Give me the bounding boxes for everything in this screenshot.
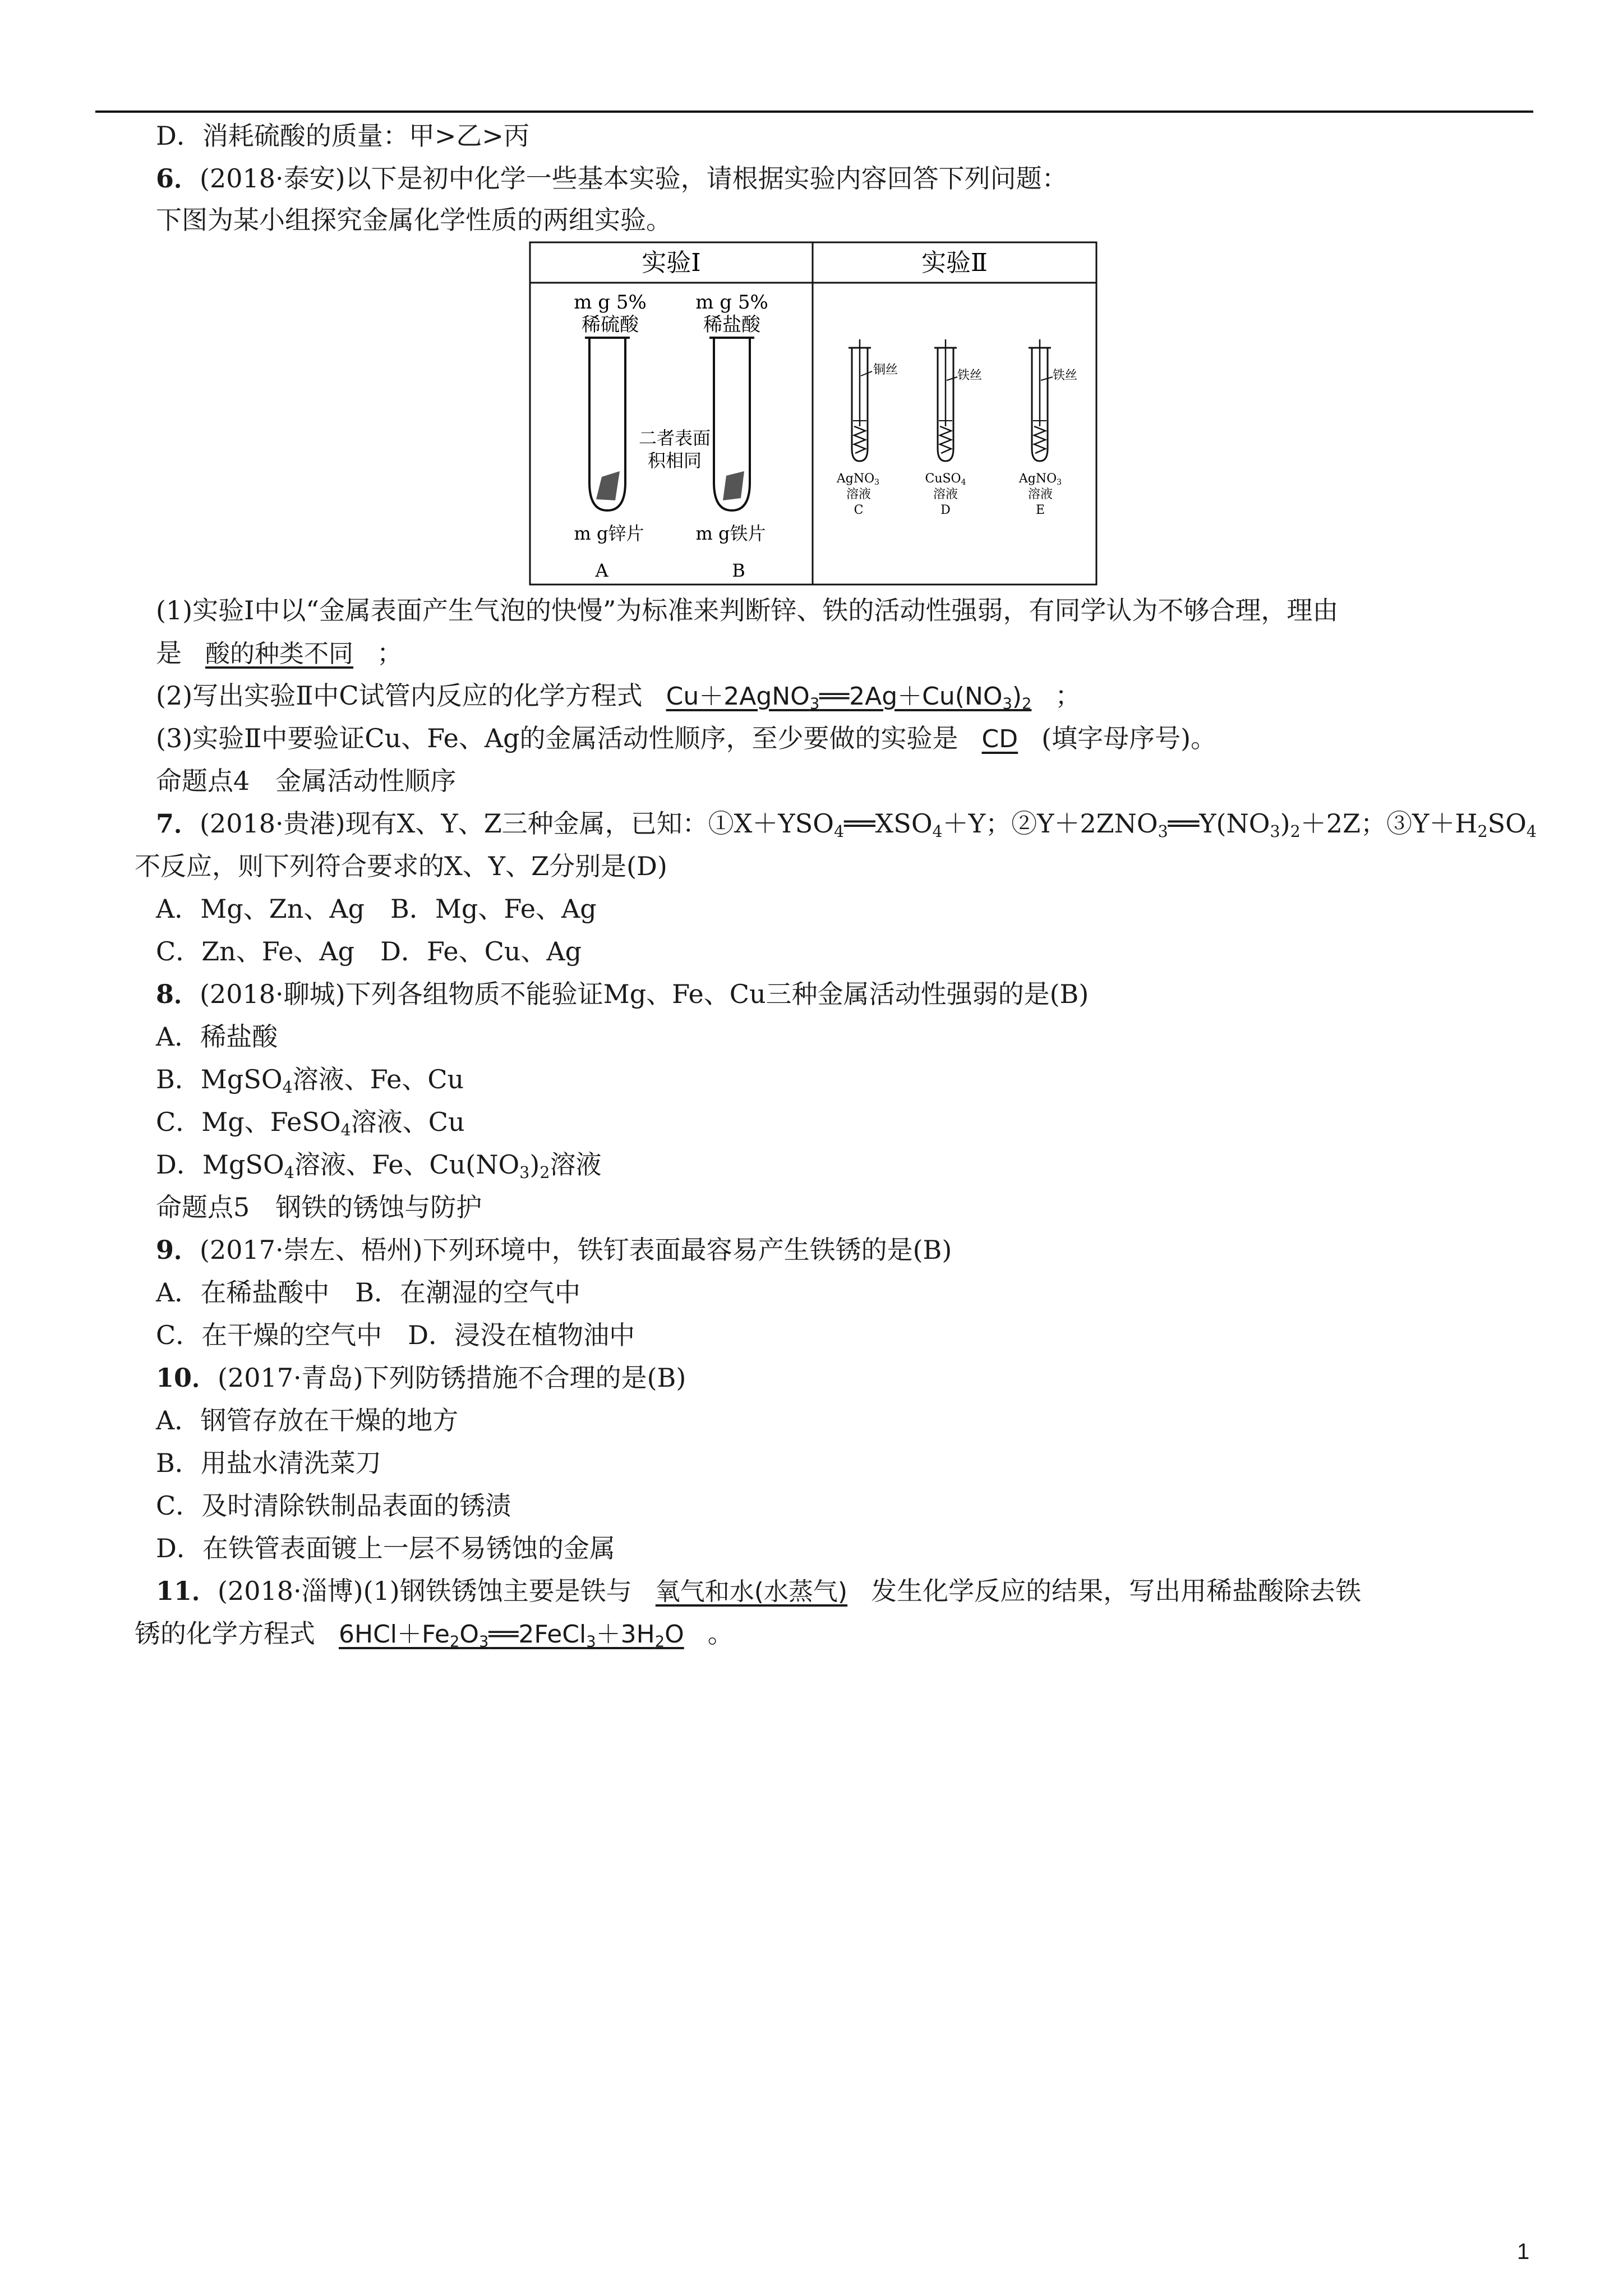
tube-c-wire: 铜丝 xyxy=(873,363,898,377)
q8-option-c: C．Mg、FeSO$_4$溶液、Cu xyxy=(156,1107,465,1139)
tube-d-solution: CuSO4 xyxy=(925,472,966,487)
tube-a xyxy=(585,338,630,510)
q9-stem: 9．(2017·崇左、梧州)下列环境中，铁钉表面最容易产生铁锈的是(B) xyxy=(156,1235,952,1265)
tube-c xyxy=(849,339,871,461)
tube-d-solution-word: 溶液 xyxy=(933,487,958,501)
tube-b-acid-amount: m g 5% xyxy=(695,291,768,314)
tube-d-label: D xyxy=(940,503,951,517)
tube-e xyxy=(1029,339,1051,461)
tube-e-wire: 铁丝 xyxy=(1053,369,1078,383)
tube-a-label: A xyxy=(595,560,608,581)
q5-option-d: D．消耗硫酸的质量：甲>乙>丙 xyxy=(156,121,529,151)
q6-part3: (3)实验Ⅱ中要验证Cu、Fe、Ag的金属活动性顺序，至少要做的实验是 CD (填字母序号)。 xyxy=(156,721,1216,756)
tube-b-metal: m g铁片 xyxy=(695,523,766,544)
q10-option-d: D．在铁管表面镀上一层不易锈蚀的金属 xyxy=(156,1533,615,1563)
q8-stem: 8．(2018·聊城)下列各组物质不能验证Mg、Fe、Cu三种金属活动性强弱的是(B) xyxy=(156,979,1089,1009)
q6-stem: 6．(2018·泰安)以下是初中化学一些基本实验，请根据实验内容回答下列问题： xyxy=(156,163,1068,194)
tube-d xyxy=(934,339,957,461)
q11-answer-1: 氧气和水(水蒸气) xyxy=(655,1577,848,1606)
topic-4-heading: 命题点4 金属活动性顺序 xyxy=(156,766,457,796)
tube-a-metal: m g锌片 xyxy=(574,523,644,544)
tube-d-wire: 铁丝 xyxy=(957,369,983,383)
q6-part2: (2)写出实验Ⅱ中C试管内反应的化学方程式 $Cu+2AgNO_3══2Ag+Cu(NO_3)_2$ ； xyxy=(156,680,1081,713)
q8-option-a: A．稀盐酸 xyxy=(156,1022,278,1052)
q10-stem: 10．(2017·青岛)下列防锈措施不合理的是(B) xyxy=(156,1363,686,1393)
q6-part3-answer: CD xyxy=(981,725,1018,753)
q7-stem-line2: 不反应，则下列符合要求的X、Y、Z分别是(D) xyxy=(135,851,667,881)
q11-stem: 11．(2018·淄博)(1)钢铁锈蚀主要是铁与 氧气和水(水蒸气) 发生化学反应的结果，写出用稀盐酸除去铁 xyxy=(156,1574,1361,1609)
q6-intro: 下图为某小组探究金属化学性质的两组实验。 xyxy=(156,205,672,235)
tube-a-acid-name: 稀硫酸 xyxy=(582,314,639,336)
zinc-strip xyxy=(596,471,620,500)
header-rule xyxy=(95,111,1533,113)
tube-a-acid-amount: m g 5% xyxy=(574,291,647,314)
q7-options-cd: C．Zn、Fe、Ag D．Fe、Cu、Ag xyxy=(156,936,582,967)
tube-b-acid-name: 稀盐酸 xyxy=(703,314,760,336)
exp1-title: 实验Ⅰ xyxy=(642,249,701,277)
q6-part1-answer: 酸的种类不同 xyxy=(205,639,353,668)
q6-part1-line1: (1)实验Ⅰ中以“金属表面产生气泡的快慢”为标准来判断锌、铁的活动性强弱，有同学认为不够合理，理由 xyxy=(156,595,1339,625)
q7-options-ab: A．Mg、Zn、Ag B．Mg、Fe、Ag xyxy=(156,894,597,924)
q10-option-a: A．钢管存放在干燥的地方 xyxy=(156,1405,459,1435)
page-number: 1 xyxy=(1517,2239,1530,2264)
q9-options-ab: A．在稀盐酸中 B．在潮湿的空气中 xyxy=(156,1277,581,1308)
tube-b-label: B xyxy=(732,560,745,581)
tube-c-solution-word: 溶液 xyxy=(846,487,872,501)
q9-options-cd: C．在干燥的空气中 D．浸没在植物油中 xyxy=(156,1320,635,1350)
q7-stem: 7．(2018·贵港)现有X、Y、Z三种金属，已知：$①X+YSO_4══XSO_4+Y$；$②Y+2ZNO_3══Y(NO_3)_2+2Z$；$③Y+H_2SO_4$ xyxy=(156,808,1537,841)
tube-b xyxy=(709,338,754,510)
q10-option-b: B．用盐水清洗菜刀 xyxy=(156,1448,381,1478)
topic-5-heading: 命题点5 钢铁的锈蚀与防护 xyxy=(156,1192,482,1222)
tube-e-solution: AgNO3 xyxy=(1018,472,1062,487)
q8-option-d: D．MgSO$_4$溶液、Fe、$Cu(NO_3)_2$溶液 xyxy=(156,1149,602,1182)
area-note-line1: 二者表面 xyxy=(638,427,711,449)
q6-part1-line2: 是 酸的种类不同 ； xyxy=(156,636,403,671)
q6-part2-answer: $Cu+2AgNO_3══2Ag+Cu(NO_3)_2$ xyxy=(666,682,1032,713)
tube-c-solution: AgNO3 xyxy=(836,472,880,487)
tube-c-label: C xyxy=(854,503,864,517)
area-note-line2: 积相同 xyxy=(647,450,702,471)
exp2-title: 实验Ⅱ xyxy=(921,249,988,277)
tube-e-solution-word: 溶液 xyxy=(1027,487,1053,501)
q10-option-c: C．及时清除铁制品表面的锈渍 xyxy=(156,1490,511,1521)
q8-option-b: B．MgSO$_4$溶液、Fe、Cu xyxy=(156,1064,464,1097)
tube-e-label: E xyxy=(1035,503,1045,517)
q11-answer-2: $6HCl+Fe_2O_3══2FeCl_3+3H_2O$ xyxy=(339,1620,684,1651)
experiment-figure xyxy=(529,241,1098,586)
q11-stem-line2: 锈的化学方程式 $6HCl+Fe_2O_3══2FeCl_3+3H_2O$ 。 xyxy=(135,1618,734,1651)
iron-strip xyxy=(723,471,744,500)
